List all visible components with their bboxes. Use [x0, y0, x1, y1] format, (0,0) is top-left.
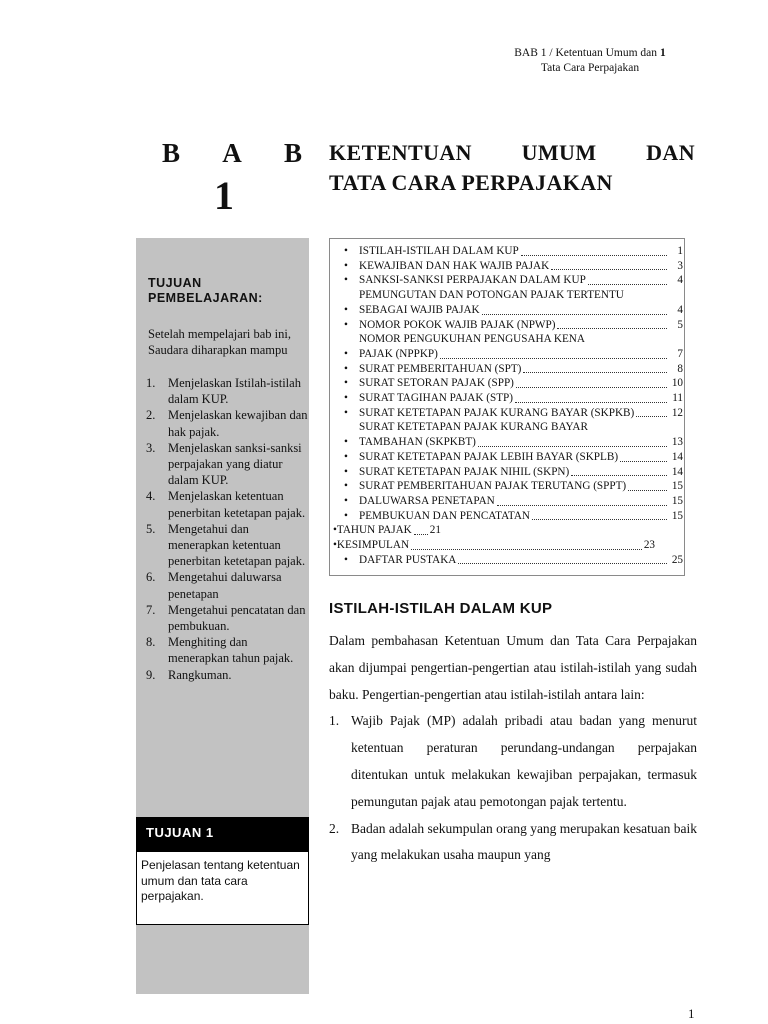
objective-item [146, 634, 308, 666]
toc-item-text [359, 420, 683, 449]
toc-entry-label: •KESIMPULAN [333, 539, 410, 552]
objective-number: 6. [146, 570, 156, 585]
section-title: ISTILAH-ISTILAH DALAM KUP [329, 600, 553, 617]
toc-leader-dots [551, 269, 667, 270]
toc-item [333, 391, 683, 406]
page-number: 1 [688, 1006, 695, 1021]
objective-number: 8. [146, 635, 156, 650]
objective-text: Menjelaskan ketentuan penerbitan ketetapan pajak. [168, 489, 306, 520]
toc-bullet: • [344, 377, 348, 390]
toc-page-number: 14 [671, 465, 683, 478]
toc-item [333, 273, 683, 288]
objective-text: Mengetahui daluwarsa penetapan [168, 570, 282, 601]
toc-page-number: 25 [671, 553, 683, 566]
toc-leader-dots [497, 505, 667, 506]
objective-text: Rangkuman. [168, 667, 232, 682]
toc-bullet: • [344, 509, 348, 522]
toc-entry-label: DAFTAR PUSTAKA [359, 553, 457, 566]
toc-item [333, 376, 683, 391]
definition-item [329, 708, 697, 815]
objective-number: 9. [146, 667, 156, 682]
toc-page-number: 13 [671, 436, 683, 449]
definition-text: Badan adalah sekumpulan orang yang merupakan kesatuan baik yang melakukan usaha maupun yang [351, 820, 698, 863]
toc-entry-row [359, 553, 683, 568]
toc-page-number: 5 [677, 318, 683, 331]
toc-entry-row [359, 244, 683, 259]
toc-entry-label-line1: NOMOR PENGUKUHAN PENGUSAHA KENA [359, 333, 585, 346]
toc-item-text [359, 376, 683, 391]
objective-number: 3. [146, 440, 156, 455]
toc-entry-label: ISTILAH-ISTILAH DALAM KUP [359, 245, 519, 257]
toc-entry-label: PAJAK (NPPKP) [359, 347, 438, 360]
toc-bullet: • [344, 362, 348, 375]
toc-item [333, 288, 683, 317]
toc-item [333, 523, 683, 538]
objective-item [146, 375, 308, 407]
toc-entry-label: SANKSI-SANKSI PERPAJAKAN DALAM KUP [359, 274, 586, 287]
toc-item-text [359, 465, 683, 480]
toc-bullet: • [344, 436, 348, 449]
toc-leader-dots [478, 446, 667, 447]
section-intro: Dalam pembahasan Ketentuan Umum dan Tata Cara Perpajakan akan dijumpai pengertian-pengertian atau istilah-istilah yang sudah baku. Pengertian-pengertian atau istilah-istilah antara lain: [329, 633, 697, 702]
toc-page-number: 10 [671, 377, 683, 390]
toc-entry-label: SURAT PEMBERITAHUAN PAJAK TERUTANG (SPPT) [359, 480, 627, 493]
toc-item-text [359, 244, 683, 259]
toc-entry-row [359, 318, 683, 333]
toc-item [333, 553, 683, 568]
objective-item [146, 407, 308, 439]
chapter-letter: B [283, 138, 302, 168]
running-title-line1: BAB 1 / Ketentuan Umum dan [514, 47, 658, 59]
toc-page-number: 23 [643, 539, 655, 552]
toc-page-number: 8 [677, 362, 683, 375]
toc-entry-label: •TAHUN PAJAK [333, 524, 412, 537]
toc-leader-dots [414, 534, 428, 535]
toc-entry-label: SURAT SETORAN PAJAK (SPP) [359, 377, 514, 390]
toc-page-number: 4 [677, 274, 683, 287]
toc-item [333, 509, 683, 524]
toc-entry-row [359, 391, 683, 406]
toc-entry-label: SURAT KETETAPAN PAJAK LEBIH BAYAR (SKPLB) [359, 450, 619, 463]
objective-item [146, 488, 308, 520]
toc-leader-dots [440, 358, 667, 359]
toc-page-number: 3 [677, 259, 683, 272]
toc-page-number: 21 [429, 524, 441, 537]
objective-text: Mengetahui pencatatan dan pembukuan. [168, 602, 306, 634]
chapter-letter: B [162, 138, 181, 168]
toc-item [333, 450, 683, 465]
toc-item [333, 244, 683, 259]
chapter-label [162, 138, 302, 169]
toc-page-number: 15 [671, 509, 683, 522]
objectives-heading-line2: PEMBELAJARAN: [148, 291, 263, 305]
toc-item [333, 479, 683, 494]
toc-bullet: • [344, 494, 348, 507]
toc-bullet: • [344, 553, 348, 566]
toc-entry-row [359, 259, 683, 274]
toc-entry-row [359, 509, 683, 524]
toc-item-text [359, 406, 683, 421]
objective-number: 7. [146, 602, 156, 617]
definition-number: 1. [329, 713, 340, 729]
toc-entry-label: SURAT TAGIHAN PAJAK (STP) [359, 392, 513, 405]
toc-item-text [359, 288, 683, 317]
toc-leader-dots [628, 490, 667, 491]
running-header [470, 46, 710, 76]
toc-entry-label: SURAT KETETAPAN PAJAK NIHIL (SKPN) [359, 465, 570, 478]
toc-page-number: 15 [671, 480, 683, 493]
chapter-letter: A [222, 138, 242, 168]
running-page-number: 1 [660, 47, 666, 59]
toc-bullet: • [344, 450, 348, 463]
toc-entry-row [359, 450, 683, 465]
objective-text: Mengetahui dan menerapkan ketentuan penerbitan ketetapan pajak. [168, 521, 306, 569]
toc-entry-row [359, 465, 683, 480]
toc-bullet: • [344, 406, 348, 419]
chapter-title-word: UMUM [521, 140, 597, 165]
toc-leader-dots [588, 284, 667, 285]
chapter-number: 1 [214, 173, 234, 218]
toc-bullet: • [344, 480, 348, 493]
toc-entry-row [359, 479, 683, 494]
toc-item [333, 406, 683, 421]
toc-item-text [359, 259, 683, 274]
objective-item [146, 440, 308, 489]
toc-item-text [359, 450, 683, 465]
objective-number: 1. [146, 376, 156, 390]
toc-item-text [359, 509, 683, 524]
toc-leader-dots [636, 416, 667, 417]
objective-item [146, 521, 308, 570]
chapter-title-word: KETENTUAN [329, 140, 472, 165]
toc-bullet: • [344, 274, 348, 287]
toc-leader-dots [532, 519, 667, 520]
toc-entry-label: SEBAGAI WAJIB PAJAK [359, 303, 480, 316]
toc-entry-row [359, 406, 683, 421]
toc-leader-dots [571, 475, 667, 476]
objective-text: Menjelaskan sanksi-sanksi perpajakan yang diatur dalam KUP. [168, 440, 302, 488]
objectives-heading [148, 276, 308, 306]
objective-item [146, 602, 308, 634]
objectives-intro: Setelah mempelajari bab ini, Saudara diharapkan mampu [148, 327, 292, 357]
objective-number: 2. [146, 408, 156, 423]
toc-entry-row [359, 362, 683, 377]
toc-entry-row [359, 347, 683, 362]
toc-bullet: • [344, 318, 348, 331]
objectives-list [146, 375, 308, 683]
objective-item [146, 667, 308, 683]
toc-bullet: • [344, 259, 348, 272]
toc-bullet: • [344, 392, 348, 405]
section-body [329, 628, 697, 869]
toc-item [333, 494, 683, 509]
toc-item [333, 259, 683, 274]
objectives-heading-line1: TUJUAN [148, 276, 202, 290]
toc-item-text [359, 391, 683, 406]
toc-leader-dots [458, 563, 667, 564]
toc-entry-row [333, 538, 655, 553]
objective-item [146, 569, 308, 601]
toc-leader-dots [521, 255, 667, 256]
toc-leader-dots [515, 402, 667, 403]
toc-entry-label: PEMBUKUAN DAN PENCATATAN [359, 509, 530, 522]
toc-item [333, 362, 683, 377]
toc-item [333, 332, 683, 361]
toc-page-number: 1 [677, 245, 683, 257]
chapter-title-line2: TATA CARA PERPAJAKAN [329, 170, 613, 195]
toc-leader-dots [411, 549, 642, 550]
table-of-contents [333, 244, 683, 567]
toc-leader-dots [482, 314, 667, 315]
objective-number: 5. [146, 521, 156, 536]
objective-text: Menjelaskan kewajiban dan hak pajak. [168, 408, 308, 439]
toc-item-text [359, 318, 683, 333]
toc-entry-label: TAMBAHAN (SKPKBT) [359, 436, 476, 449]
objective-number: 4. [146, 489, 156, 504]
toc-entry-row [359, 435, 683, 450]
toc-item-text [359, 553, 683, 568]
toc-entry-label-line1: SURAT KETETAPAN PAJAK KURANG BAYAR [359, 421, 588, 434]
toc-entry-row [359, 376, 683, 391]
toc-leader-dots [557, 328, 667, 329]
running-title-line2: Tata Cara Perpajakan [540, 62, 640, 74]
objective-text: Menghiting dan menerapkan tahun pajak. [168, 635, 294, 666]
toc-item [333, 538, 683, 553]
toc-entry-row [359, 273, 683, 288]
chapter-title [329, 138, 695, 198]
toc-item [333, 465, 683, 480]
toc-item-text [359, 273, 683, 288]
toc-entry-label: DALUWARSA PENETAPAN [359, 494, 495, 507]
tujuan-description: Penjelasan tentang ketentuan umum dan tata cara perpajakan. [136, 851, 309, 925]
toc-entry-label: SURAT PEMBERITAHUAN (SPT) [359, 362, 522, 375]
tujuan-label: TUJUAN 1 [136, 817, 309, 851]
toc-entry-label-line1: PEMUNGUTAN DAN POTONGAN PAJAK TERTENTU [359, 289, 624, 302]
objective-text: Menjelaskan Istilah-istilah dalam KUP. [168, 376, 301, 407]
toc-entry-row [333, 523, 441, 538]
definition-number: 2. [329, 820, 340, 836]
toc-item [333, 318, 683, 333]
toc-entry-label: KEWAJIBAN DAN HAK WAJIB PAJAK [359, 259, 550, 272]
toc-item-text [359, 479, 683, 494]
definition-item [329, 816, 697, 870]
toc-entry-label: NOMOR POKOK WAJIB PAJAK (NPWP) [359, 318, 556, 331]
toc-page-number: 12 [671, 406, 683, 419]
toc-item-text [359, 494, 683, 509]
toc-leader-dots [620, 461, 667, 462]
toc-entry-label: SURAT KETETAPAN PAJAK KURANG BAYAR (SKPKB) [359, 406, 635, 419]
toc-page-number: 14 [671, 450, 683, 463]
toc-page-number: 11 [672, 392, 683, 405]
toc-item-text [359, 332, 683, 361]
toc-page-number: 15 [671, 494, 683, 507]
toc-item [333, 420, 683, 449]
toc-entry-row [359, 494, 683, 509]
toc-bullet: • [344, 465, 348, 478]
toc-entry-row [359, 303, 683, 318]
definition-list [329, 708, 697, 869]
toc-page-number: 4 [677, 303, 683, 316]
toc-bullet: • [344, 245, 348, 257]
toc-leader-dots [516, 387, 667, 388]
toc-item-text [359, 362, 683, 377]
definition-text: Wajib Pajak (MP) adalah pribadi atau badan yang menurut ketentuan peraturan perundang-undangan perpajakan ditentukan untuk melakukan kewajiban perpajakan, termasuk pemungutan pajak atau pemotongan pajak tertentu. [351, 713, 697, 809]
toc-page-number: 7 [677, 347, 683, 360]
toc-bullet: • [344, 347, 348, 360]
chapter-title-word: DAN [646, 140, 695, 165]
toc-bullet: • [344, 303, 348, 316]
toc-leader-dots [523, 372, 667, 373]
